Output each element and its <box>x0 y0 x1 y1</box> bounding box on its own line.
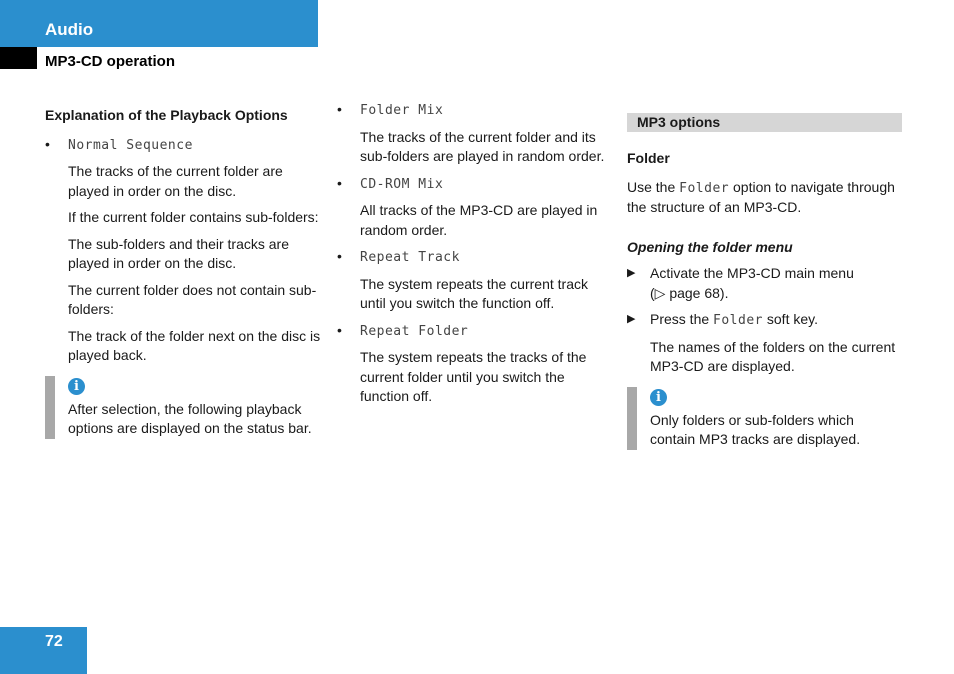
note-text: After selection, the following playback options are displayed on the status bar. <box>68 400 312 436</box>
page-number-box <box>0 627 87 674</box>
info-note <box>627 387 902 450</box>
playback-options-heading: Explanation of the Playback Options <box>45 107 288 123</box>
column-middle <box>337 100 617 414</box>
bullet-icon: • <box>337 248 342 264</box>
column-left <box>45 100 325 439</box>
list-item <box>337 174 617 195</box>
step-item <box>627 264 902 303</box>
bullet-icon: • <box>337 174 342 191</box>
list-item <box>337 247 617 268</box>
body-text: The system repeats the tracks of the current folder until you switch the function off. <box>360 349 587 404</box>
info-icon: i <box>650 389 667 406</box>
mp3-options-section-bar: MP3 options <box>627 113 902 132</box>
bullet-icon: • <box>45 135 50 152</box>
note-bar <box>45 376 55 439</box>
list-item <box>45 135 325 156</box>
info-note <box>45 376 325 439</box>
folder-heading: Folder <box>627 150 670 166</box>
note-bar <box>627 387 637 450</box>
subsection-title: MP3-CD operation <box>45 53 176 70</box>
body-text: If the current folder contains sub-folders: <box>68 209 319 225</box>
info-icon: i <box>68 378 85 395</box>
bullet-icon: • <box>337 321 342 338</box>
text-run: soft key. <box>763 311 818 327</box>
step-arrow-icon: ▶ <box>627 267 636 279</box>
code-text: Folder <box>679 180 730 196</box>
code-text: Folder <box>713 313 763 328</box>
step-text: Activate the MP3-CD main menu <box>650 265 854 281</box>
option-name: Repeat Track <box>360 250 460 265</box>
bullet-icon: • <box>337 101 342 117</box>
option-name: CD-ROM Mix <box>360 176 444 192</box>
body-text: The system repeats the current track until you switch the function off. <box>360 275 588 311</box>
list-item <box>337 321 617 342</box>
column-right <box>627 100 902 450</box>
body-text: The sub-folders and their tracks are played in order on the disc. <box>68 235 289 271</box>
section-title: Audio <box>45 20 94 39</box>
text-run: Press the <box>650 311 714 327</box>
body-text <box>627 178 902 218</box>
result-text: The names of the folders on the current MP3-CD are displayed. <box>650 338 896 374</box>
note-text: Only folders or sub-folders which contain MP3 tracks are displayed. <box>650 411 861 447</box>
text-run: option to navigate through the structure of an MP3-CD. <box>627 178 895 215</box>
body-text: The track of the folder next on the disc is played back. <box>68 327 321 363</box>
body-text: The tracks of the current folder are played in order on the disc. <box>68 163 283 199</box>
body-text: The tracks of the current folder and its sub-folders are played in random order. <box>360 128 605 164</box>
list-item <box>337 100 617 121</box>
option-name: Folder Mix <box>360 103 444 118</box>
body-text: All tracks of the MP3-CD are played in random order. <box>360 202 598 238</box>
step-arrow-icon: ▶ <box>627 313 636 325</box>
page-number: 72 <box>45 633 63 650</box>
text-run: Use the <box>627 178 680 195</box>
step-item <box>627 310 902 331</box>
option-name: Repeat Folder <box>360 323 469 339</box>
header-marker <box>0 47 37 69</box>
option-name: Normal Sequence <box>68 137 193 153</box>
folder-menu-subheading: Opening the folder menu <box>627 238 793 255</box>
page-reference: (▷ page 68). <box>650 284 729 301</box>
body-text: The current folder does not contain sub-folders: <box>68 281 317 317</box>
